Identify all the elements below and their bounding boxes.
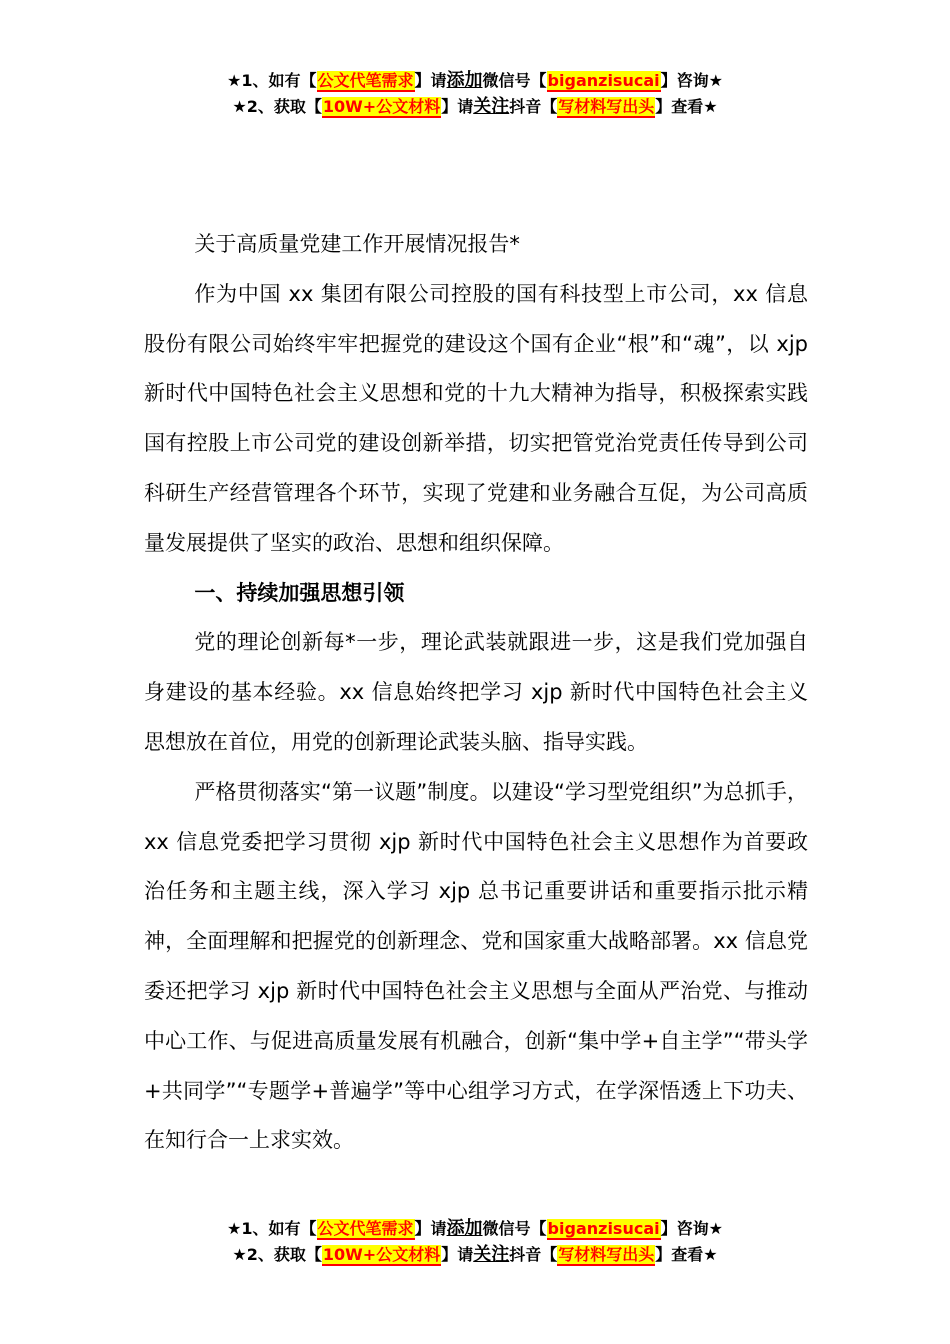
banner-text: 】咨询★ bbox=[660, 1219, 723, 1238]
banner-highlight: 公文代笔需求 bbox=[317, 71, 414, 90]
banner-line-2 bbox=[0, 1242, 950, 1268]
section-heading: 一、持续加强思想引领 bbox=[194, 580, 405, 605]
banner-highlight: 10W+公文材料 bbox=[322, 97, 441, 116]
document-body bbox=[144, 220, 808, 1166]
banner-text: 】请 bbox=[441, 1245, 474, 1264]
banner-text: 】请 bbox=[441, 97, 474, 116]
banner-line-1 bbox=[0, 1216, 950, 1242]
paragraph: 党的理论创新每*一步，理论武装就跟进一步，这是我们党加强自身建设的基本经验。xx 信息始终把学习 xjp 新时代中国特色社会主义思想放在首位，用党的创新理论武装头脑、指导实践。 bbox=[144, 630, 808, 754]
banner-text: 】请 bbox=[414, 1219, 447, 1238]
banner-text: 】查看★ bbox=[655, 97, 718, 116]
banner-emphasis: 添加 bbox=[446, 70, 483, 91]
banner-text: 微信号【 bbox=[482, 71, 547, 90]
banner-wechat-id: biganzisucai bbox=[547, 1219, 660, 1238]
banner-douyin-id: 写材料写出头 bbox=[558, 97, 655, 116]
header-banner bbox=[0, 68, 950, 120]
banner-emphasis: 关注 bbox=[473, 96, 510, 117]
banner-text: ★2、获取【 bbox=[232, 97, 322, 116]
banner-text: 】咨询★ bbox=[660, 71, 723, 90]
banner-highlight: 公文代笔需求 bbox=[317, 1219, 414, 1238]
banner-wechat-id: biganzisucai bbox=[547, 71, 660, 90]
banner-text: 抖音【 bbox=[509, 1245, 558, 1264]
banner-text: ★1、如有【 bbox=[227, 71, 317, 90]
banner-text: 抖音【 bbox=[509, 97, 558, 116]
banner-text: 】查看★ bbox=[655, 1245, 718, 1264]
paragraph: 严格贯彻落实“第一议题”制度。以建设“学习型党组织”为总抓手，xx 信息党委把学习贯彻 xjp 新时代中国特色社会主义思想作为首要政治任务和主题主线，深入学习 xjp 总书记重要讲话和重要指示批示精神，全面理解和把握党的创新理念、党和国家重大战略部署。xx 信息党委还把学习 xjp 新时代中国特色社会主义思想与全面从严治党、与推动中心工作、与促进高质量发展有机融合，创新“集中学+自主学”“带头学+共同学”“专题学+普遍学”等中心组学习方式，在学深悟透上下功夫、在知行合一上求实效。 bbox=[144, 779, 808, 1153]
banner-line-1 bbox=[0, 68, 950, 94]
banner-text: ★2、获取【 bbox=[232, 1245, 322, 1264]
banner-text: 微信号【 bbox=[482, 1219, 547, 1238]
document-title: 关于高质量党建工作开展情况报告* bbox=[194, 232, 520, 256]
footer-banner bbox=[0, 1216, 950, 1268]
banner-emphasis: 添加 bbox=[446, 1218, 483, 1239]
banner-line-2 bbox=[0, 94, 950, 120]
paragraph-intro: 作为中国 xx 集团有限公司控股的国有科技型上市公司，xx 信息股份有限公司始终牢牢把握党的建设这个国有企业“根”和“魂”，以 xjp 新时代中国特色社会主义思想和党的十九大精神为指导，积极探索实践国有控股上市公司党的建设创新举措，切实把管党治党责任传导到公司科研生产经营管理各个环节，实现了党建和业务融合互促，为公司高质量发展提供了坚实的政治、思想和组织保障。 bbox=[144, 281, 808, 555]
banner-highlight: 10W+公文材料 bbox=[322, 1245, 441, 1264]
banner-douyin-id: 写材料写出头 bbox=[558, 1245, 655, 1264]
banner-text: 】请 bbox=[414, 71, 447, 90]
banner-emphasis: 关注 bbox=[473, 1244, 510, 1265]
banner-text: ★1、如有【 bbox=[227, 1219, 317, 1238]
